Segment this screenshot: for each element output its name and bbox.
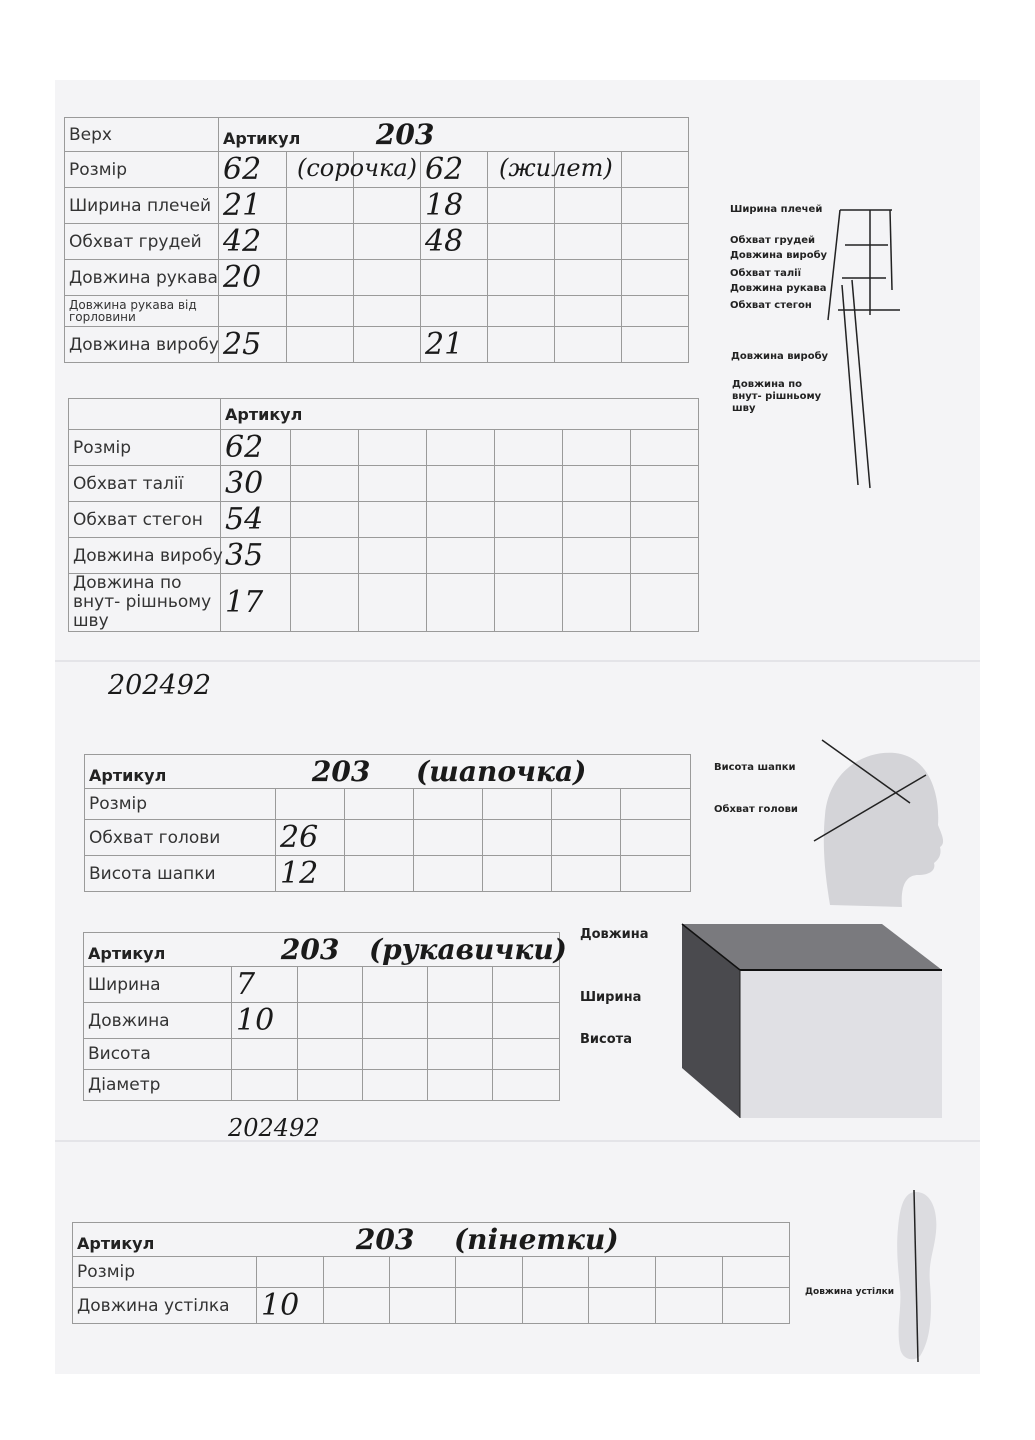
article-note: (пінетки) [453, 1223, 619, 1256]
table-row [85, 789, 691, 820]
head-silhouette-icon [800, 735, 950, 915]
top-table-corner: Верх [65, 118, 219, 152]
glove-measurements-table [83, 932, 567, 1101]
article-label: Артикул [223, 129, 301, 148]
value-cell: 20 [219, 260, 287, 296]
table-row [85, 856, 691, 892]
value-cell: 21 [421, 327, 488, 363]
value-cell: 30 [221, 466, 291, 502]
top-table-header-row [65, 118, 689, 152]
value-cell: 18 [421, 188, 488, 224]
glove-table-header-row [84, 933, 560, 967]
diagram-label: Обхват талії [730, 268, 802, 279]
value-cell: 62 (сорочка) [219, 152, 287, 188]
table-row [65, 152, 689, 188]
value-cell: 35 [221, 538, 291, 574]
bottom-table-header-row [69, 399, 699, 430]
table-row [69, 538, 699, 574]
value-cell: 25 [219, 327, 287, 363]
value-cell [421, 296, 488, 327]
row-label: Довжина по внут- рішньому шву [69, 574, 221, 632]
article-label: Артикул [88, 944, 166, 963]
diagram-label: Висота [580, 1032, 632, 1047]
hat-table-header-row [85, 755, 691, 789]
diagram-label: Довжина рукава [730, 283, 827, 294]
diagram-label: Обхват голови [714, 804, 798, 815]
row-label: Діаметр [84, 1070, 232, 1101]
article-number: 203 [311, 755, 371, 788]
table-row [69, 502, 699, 538]
value-cell [232, 1039, 298, 1070]
vest-note: (жилет) [499, 154, 613, 182]
value-cell [219, 296, 287, 327]
value-cell: 54 [221, 502, 291, 538]
box-icon [678, 918, 944, 1120]
top-measurements-table [64, 117, 689, 363]
table-row [65, 188, 689, 224]
diagram-label: Ширина плечей [730, 204, 823, 215]
table-row [65, 296, 689, 327]
value-cell: 48 [421, 224, 488, 260]
table-row [84, 1039, 560, 1070]
article-label: Артикул [77, 1234, 155, 1253]
row-label: Ширина плечей [65, 188, 219, 224]
glove-table-header [84, 933, 567, 967]
row-label: Розмір [85, 789, 276, 820]
row-label: Довжина устілка [73, 1288, 257, 1324]
value-cell [257, 1257, 324, 1288]
table-row [73, 1288, 790, 1324]
article-number: 203 [280, 933, 340, 966]
value-cell: 62 [221, 430, 291, 466]
diagram-label: Обхват стегон [730, 300, 812, 311]
article-note: (рукавички) [368, 933, 567, 966]
article-number: 203 [375, 118, 435, 151]
value-cell: 26 [276, 820, 345, 856]
value-cell: 42 [219, 224, 287, 260]
diagram-label: Довжина виробу [730, 250, 828, 261]
article-label: Артикул [89, 766, 167, 785]
row-label: Обхват голови [85, 820, 276, 856]
row-label: Розмір [69, 430, 221, 466]
row-label: Довжина рукава [65, 260, 219, 296]
row-label: Висота шапки [85, 856, 276, 892]
bootie-table-header-row [73, 1223, 790, 1257]
value-cell: 62 (жилет) [421, 152, 488, 188]
table-row [65, 327, 689, 363]
value-cell: 7 [232, 967, 298, 1003]
row-label: Висота [84, 1039, 232, 1070]
row-label: Довжина виробу [69, 538, 221, 574]
value-cell: 10 [232, 1003, 298, 1039]
table-row [84, 1003, 560, 1039]
table-row [65, 260, 689, 296]
row-label: Обхват талії [69, 466, 221, 502]
value-cell: 12 [276, 856, 345, 892]
row-label: Довжина рукава від горловини [65, 296, 219, 327]
bootie-measurements-table [72, 1222, 790, 1324]
diagram-label: Ширина [580, 990, 642, 1005]
hat-table-header [85, 755, 691, 789]
top-table-header [219, 118, 689, 152]
fold-line [55, 1140, 980, 1142]
fold-line [55, 660, 980, 662]
table-row [65, 224, 689, 260]
row-label: Обхват грудей [65, 224, 219, 260]
value-cell [421, 260, 488, 296]
diagram-label: Довжина [580, 927, 649, 942]
row-label: Розмір [65, 152, 219, 188]
diagram-label: Висота шапки [714, 762, 796, 773]
table-row [69, 430, 699, 466]
diagram-label: Довжина по внут- рішньому шву [732, 379, 822, 414]
value-cell [232, 1070, 298, 1101]
value-cell: 21 [219, 188, 287, 224]
table-row [84, 1070, 560, 1101]
article-number: 203 [355, 1223, 415, 1256]
garment-outline-icon [820, 200, 900, 495]
article-label: Артикул [221, 399, 699, 430]
table-row [84, 967, 560, 1003]
table-row [73, 1257, 790, 1288]
row-label: Обхват стегон [69, 502, 221, 538]
handwritten-note: 202492 [228, 1114, 320, 1142]
value-cell: 17 [221, 574, 291, 632]
row-label: Довжина виробу [65, 327, 219, 363]
diagram-label: Довжина виробу [731, 351, 829, 362]
table-row [69, 574, 699, 632]
row-label: Ширина [84, 967, 232, 1003]
article-note: (шапочка) [415, 755, 587, 788]
diagram-label: Обхват грудей [730, 235, 816, 246]
handwritten-note: 202492 [108, 670, 212, 701]
bootie-table-header [73, 1223, 790, 1257]
row-label: Розмір [73, 1257, 257, 1288]
table-row [85, 820, 691, 856]
shirt-note: (сорочка) [297, 154, 417, 182]
value-cell [276, 789, 345, 820]
insole-icon [888, 1188, 944, 1364]
value-cell: 10 [257, 1288, 324, 1324]
table-row [69, 466, 699, 502]
diagram-label: Довжина устілки [805, 1287, 895, 1297]
bottom-measurements-table [68, 398, 699, 632]
hat-measurements-table [84, 754, 691, 892]
row-label: Довжина [84, 1003, 232, 1039]
